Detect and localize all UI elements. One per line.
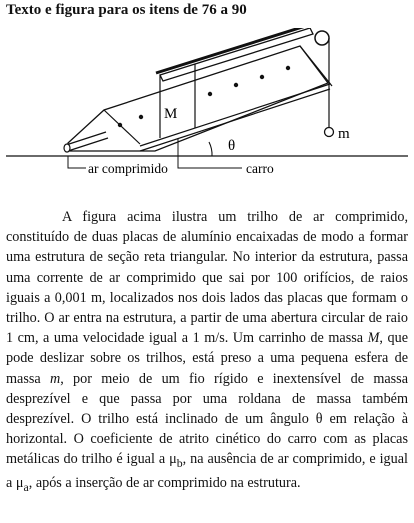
- text-segment: , na ausência de ar comprimido, e igual a: [6, 451, 408, 492]
- angle-arc: [209, 142, 212, 156]
- hanging-mass: [325, 128, 334, 137]
- text-segment: , após a inserção de ar comprimido na estrutura.: [28, 475, 301, 492]
- air-track-figure: [0, 28, 414, 198]
- cart-mass-label: M: [164, 106, 178, 122]
- subscript-a: a: [23, 480, 29, 495]
- variable-m: m: [49, 370, 61, 387]
- variable-M: M: [367, 330, 380, 347]
- hanging-mass-label: m: [338, 126, 350, 142]
- cart-label: carro: [246, 161, 274, 176]
- pulley-icon: [315, 31, 329, 45]
- air-inlet: [64, 144, 70, 152]
- track-hole: [260, 75, 264, 79]
- track-hole: [118, 123, 122, 127]
- air-leader-line: [68, 156, 86, 168]
- track-hole: [234, 83, 238, 87]
- track-hole: [139, 115, 143, 119]
- mu-symbol: μ: [169, 451, 177, 468]
- track-hole: [208, 92, 212, 96]
- track-front-face: [68, 46, 328, 151]
- subscript-b: b: [176, 456, 183, 471]
- text-segment: , que pode deslizar sobre os trilhos, está preso a uma pequena esfera de massa: [6, 330, 408, 387]
- page-heading: Texto e figura para os itens de 76 a 90: [6, 2, 247, 18]
- text-segment: , por meio de um fio rígido e inextensível de massa desprezível e que passa por uma roldana de massa também desprezível. O trilho está inclinado de um ângulo θ em relação à horizontal. O coeficiente de atrito cinético do carro com as placas metálicas do trilho é igual a: [6, 370, 408, 468]
- angle-label: θ: [228, 138, 236, 154]
- problem-text: [6, 207, 408, 498]
- mu-symbol: μ: [15, 475, 24, 492]
- air-label: ar comprimido: [88, 161, 168, 176]
- text-segment: A figura acima ilustra um trilho de ar comprimido, constituído de duas placas de alumínio encaixadas de modo a formar uma estrutura de seção reta triangular. No interior da estrutura, passa uma corrente de ar comprimido que sai por 100 orifícios, de raios iguais a 0,001 m, localizados nos dois lados das placas que formam o trilho. O ar entra na estrutura, a partir de uma abertura circular de raio 1 cm, a uma velocidade igual a 1 m/s. Um carrinho de massa: [6, 209, 408, 347]
- track-hole: [286, 66, 290, 70]
- problem-paragraph: [6, 207, 408, 498]
